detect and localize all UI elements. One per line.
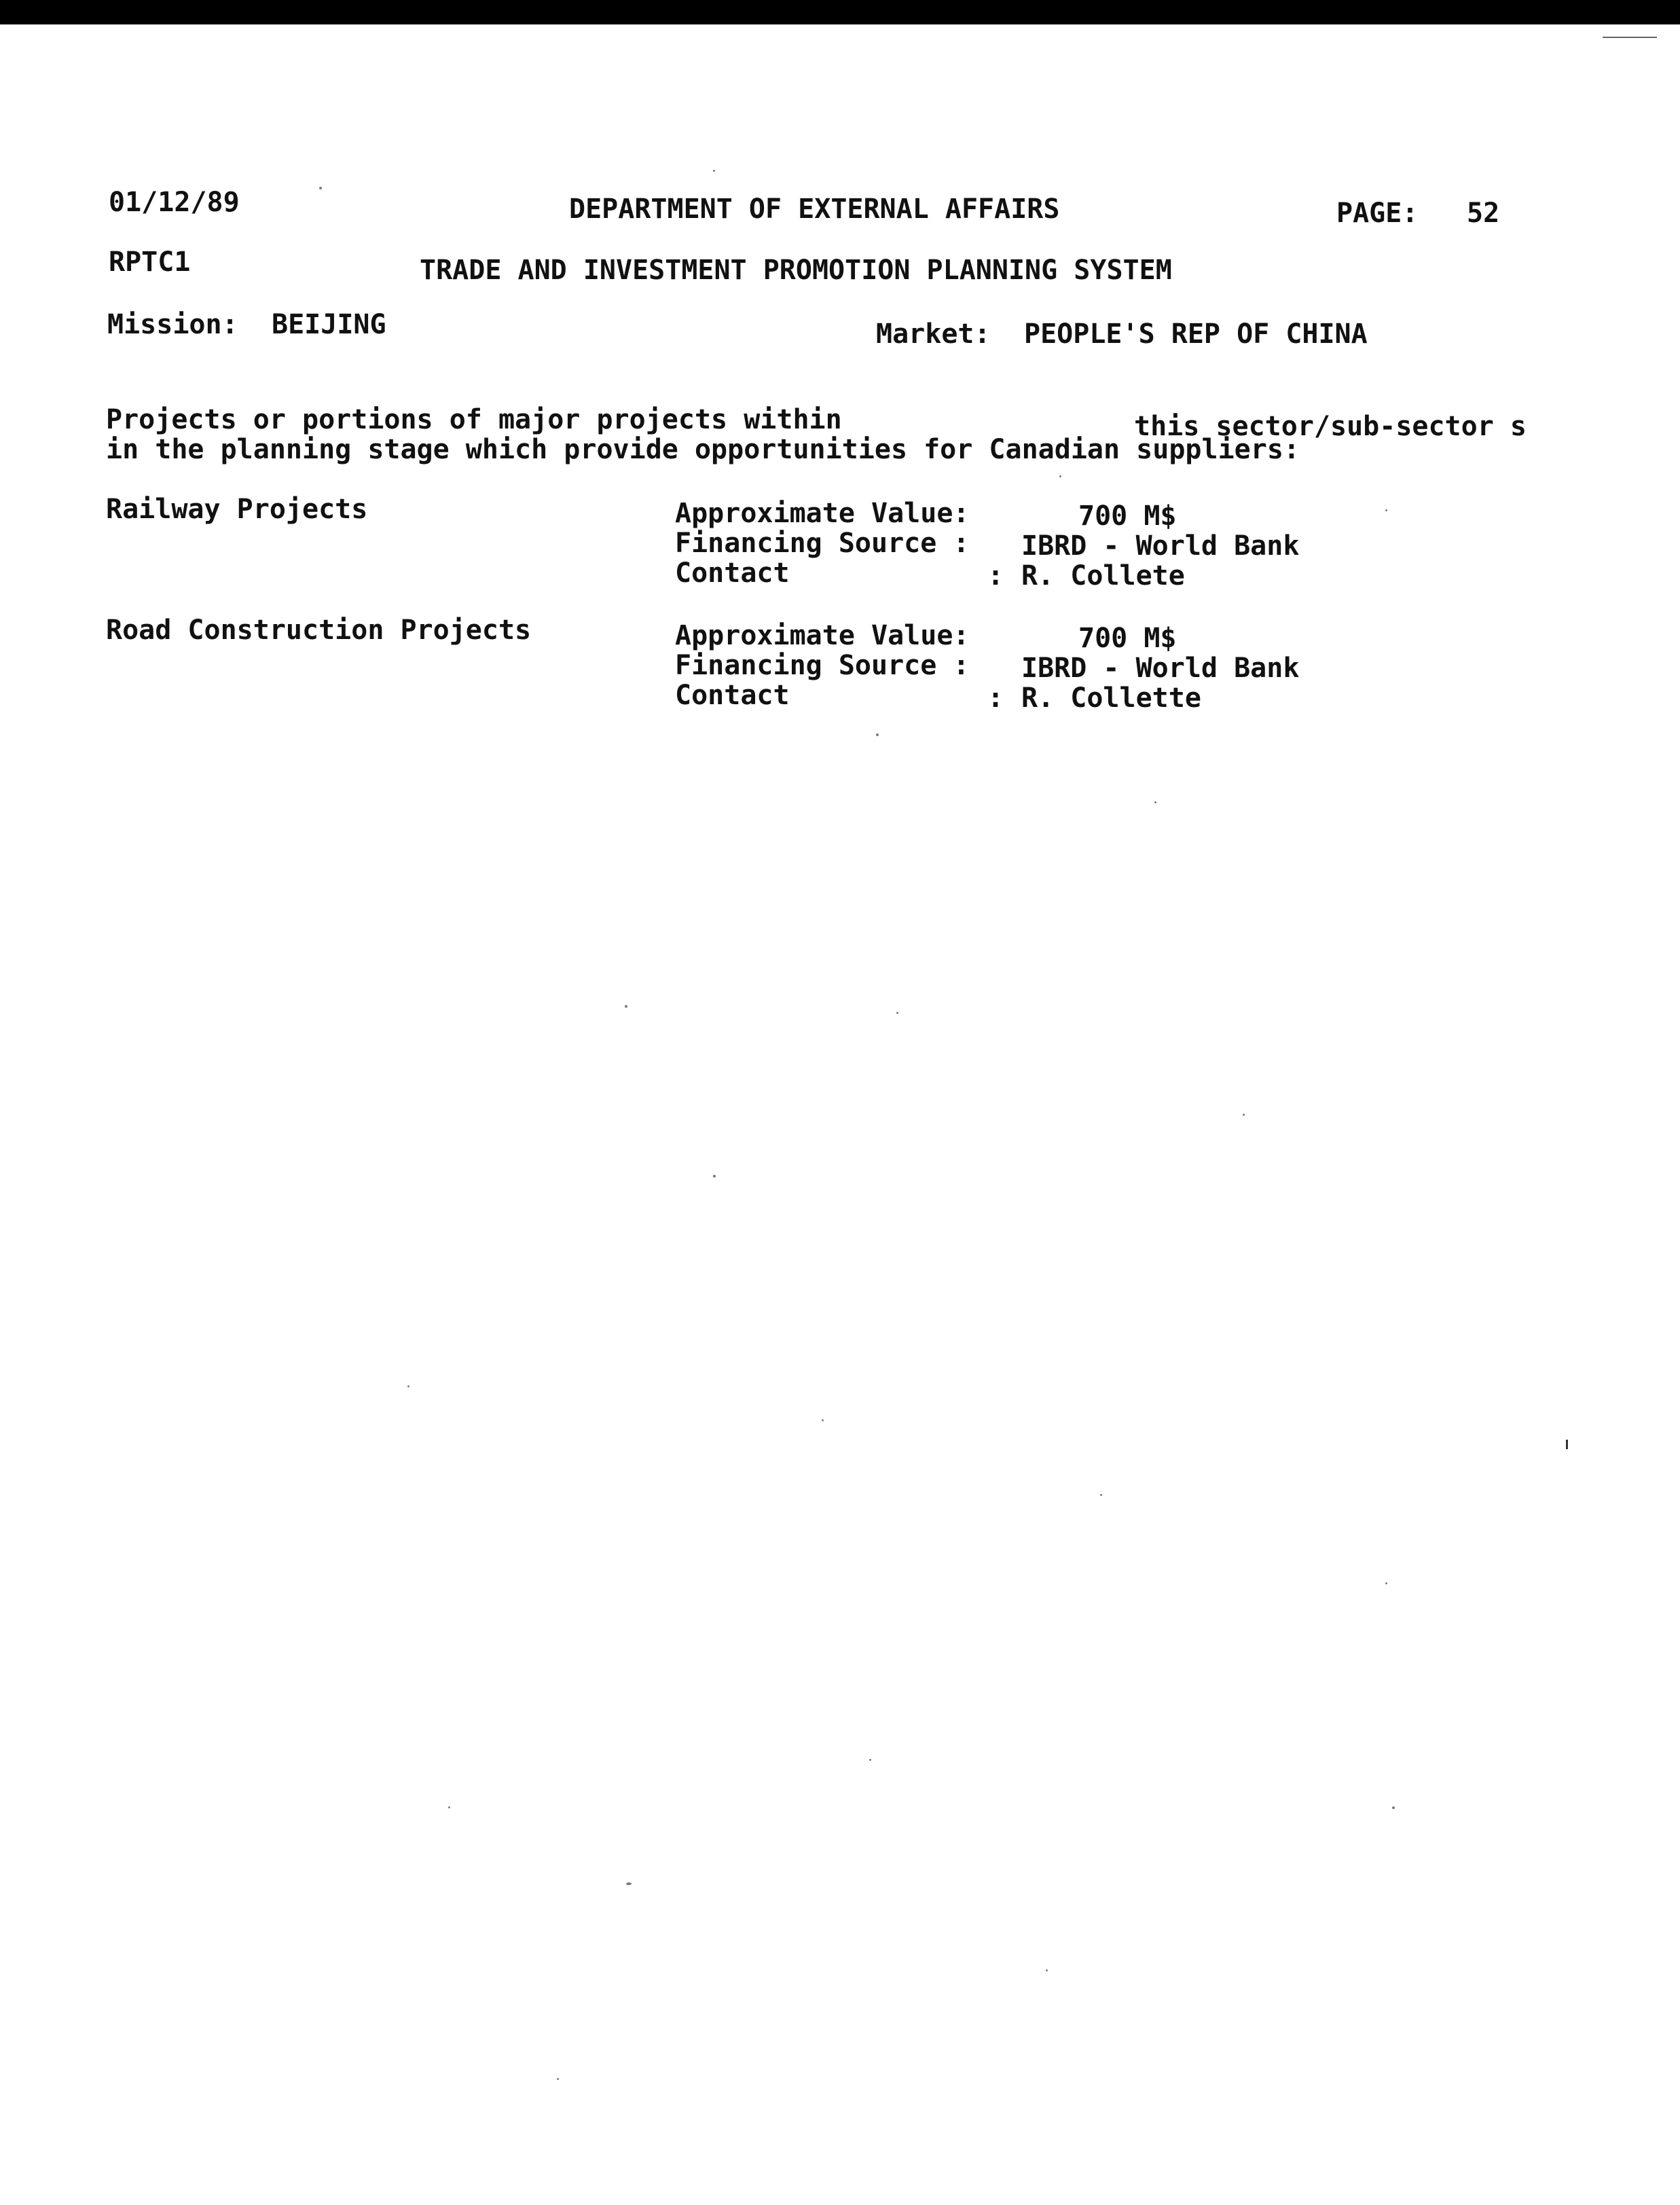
- approx-value-label: Approximate Value:: [675, 498, 970, 529]
- intro-line-1a: Projects or portions of major projects within: [106, 404, 842, 435]
- scan-speck: [1100, 1494, 1102, 1496]
- project-name: Railway Projects: [106, 494, 368, 525]
- scan-speck: [1243, 1114, 1245, 1116]
- approx-value-label: Approximate Value:: [675, 620, 970, 651]
- scan-speck: [1392, 1806, 1395, 1809]
- mission-value: BEIJING: [272, 309, 386, 340]
- contact-separator: :: [987, 682, 1004, 714]
- scan-speck: [896, 1012, 898, 1014]
- project-name: Road Construction Projects: [106, 615, 532, 646]
- scan-speck: [319, 187, 322, 189]
- market-value: PEOPLE'S REP OF CHINA: [1024, 318, 1368, 350]
- financing-value: IBRD - World Bank: [1021, 530, 1300, 562]
- department-title: DEPARTMENT OF EXTERNAL AFFAIRS: [569, 194, 1060, 225]
- approx-value: 700 M$: [1078, 623, 1177, 654]
- scan-speck: [713, 1175, 716, 1178]
- scan-speck: [822, 1419, 824, 1421]
- market-label: Market:: [876, 318, 991, 350]
- financing-label: Financing Source :: [675, 650, 970, 681]
- scan-mark: [1566, 1440, 1568, 1449]
- system-title: TRADE AND INVESTMENT PROMOTION PLANNING SYSTEM: [420, 255, 1172, 286]
- scan-speck: [626, 1882, 632, 1885]
- report-code: RPTC1: [109, 247, 191, 278]
- scan-speck: [1059, 475, 1061, 477]
- scan-top-border: [0, 0, 1680, 24]
- contact-label: Contact: [675, 558, 790, 589]
- scan-speck: [1385, 1582, 1387, 1584]
- contact-value: R. Collete: [1021, 560, 1185, 591]
- scan-speck: [1046, 1969, 1048, 1971]
- scan-speck: [625, 1005, 627, 1008]
- contact-separator: :: [987, 560, 1004, 591]
- approx-value: 700 M$: [1078, 500, 1177, 532]
- scan-speck: [557, 2078, 559, 2080]
- page-label: PAGE:: [1336, 198, 1419, 229]
- page-number: 52: [1467, 198, 1500, 229]
- contact-value: R. Collette: [1021, 682, 1201, 714]
- financing-label: Financing Source :: [675, 528, 970, 559]
- mission-label: Mission:: [107, 309, 238, 340]
- scan-speck: [1385, 509, 1387, 511]
- scan-speck: [407, 1385, 409, 1387]
- scan-speck: [713, 170, 715, 172]
- report-date: 01/12/89: [109, 187, 240, 218]
- intro-line-2: in the planning stage which provide opportunities for Canadian suppliers:: [106, 434, 1300, 465]
- scan-speck: [869, 1759, 871, 1761]
- financing-value: IBRD - World Bank: [1021, 653, 1300, 684]
- contact-label: Contact: [675, 680, 790, 711]
- scan-speck: [1154, 801, 1156, 803]
- intro-line-1b: this sector/sub-sector s: [1134, 411, 1527, 442]
- scan-speck: [876, 733, 879, 736]
- scan-mark: [1603, 37, 1657, 38]
- scan-speck: [448, 1806, 450, 1808]
